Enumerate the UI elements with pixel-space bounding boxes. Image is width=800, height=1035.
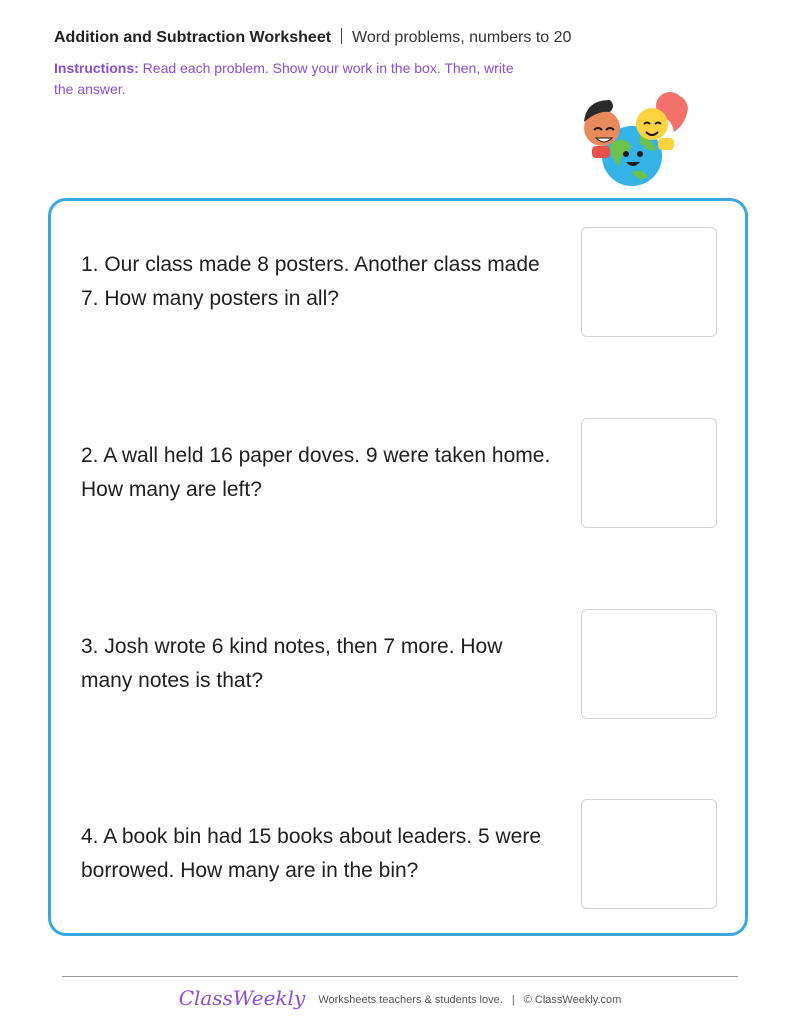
footer-copyright: © ClassWeekly.com bbox=[523, 994, 622, 1006]
footer-divider bbox=[62, 976, 738, 977]
title-line bbox=[54, 28, 614, 48]
answer-box-1[interactable] bbox=[581, 227, 717, 337]
title-divider bbox=[341, 28, 342, 44]
problem-1: 1. Our class made 8 posters. Another class made 7. How many posters in all? bbox=[81, 253, 540, 310]
worksheet-title: Addition and Subtraction Worksheet bbox=[54, 29, 332, 46]
problems-card bbox=[48, 198, 748, 936]
problem-3: 3. Josh wrote 6 kind notes, then 7 more. How many notes is that? bbox=[81, 635, 503, 692]
footer-tagline: Worksheets teachers & students love. bbox=[318, 994, 503, 1006]
problem-2: 2. A wall held 16 paper doves. 9 were taken home. How many are left? bbox=[81, 444, 551, 501]
worksheet-subtitle: Word problems, numbers to 20 bbox=[352, 29, 572, 46]
answer-box-4[interactable] bbox=[581, 799, 717, 909]
brand-logo: ClassWeekly bbox=[178, 986, 306, 1010]
instructions-label: Instructions: bbox=[54, 60, 139, 76]
answer-box-3[interactable] bbox=[581, 609, 717, 719]
answer-box-2[interactable] bbox=[581, 418, 717, 528]
worksheet-header bbox=[54, 28, 614, 100]
instructions-text: Read each problem. Show your work in the box. Then, write the answer. bbox=[54, 60, 514, 97]
instructions bbox=[54, 58, 534, 100]
problem-4: 4. A book bin had 15 books about leaders. 5 were borrowed. How many are in the bin? bbox=[81, 825, 542, 882]
friends-hugging-globe-icon bbox=[574, 88, 698, 188]
footer bbox=[0, 986, 800, 1010]
footer-separator: | bbox=[511, 994, 515, 1006]
